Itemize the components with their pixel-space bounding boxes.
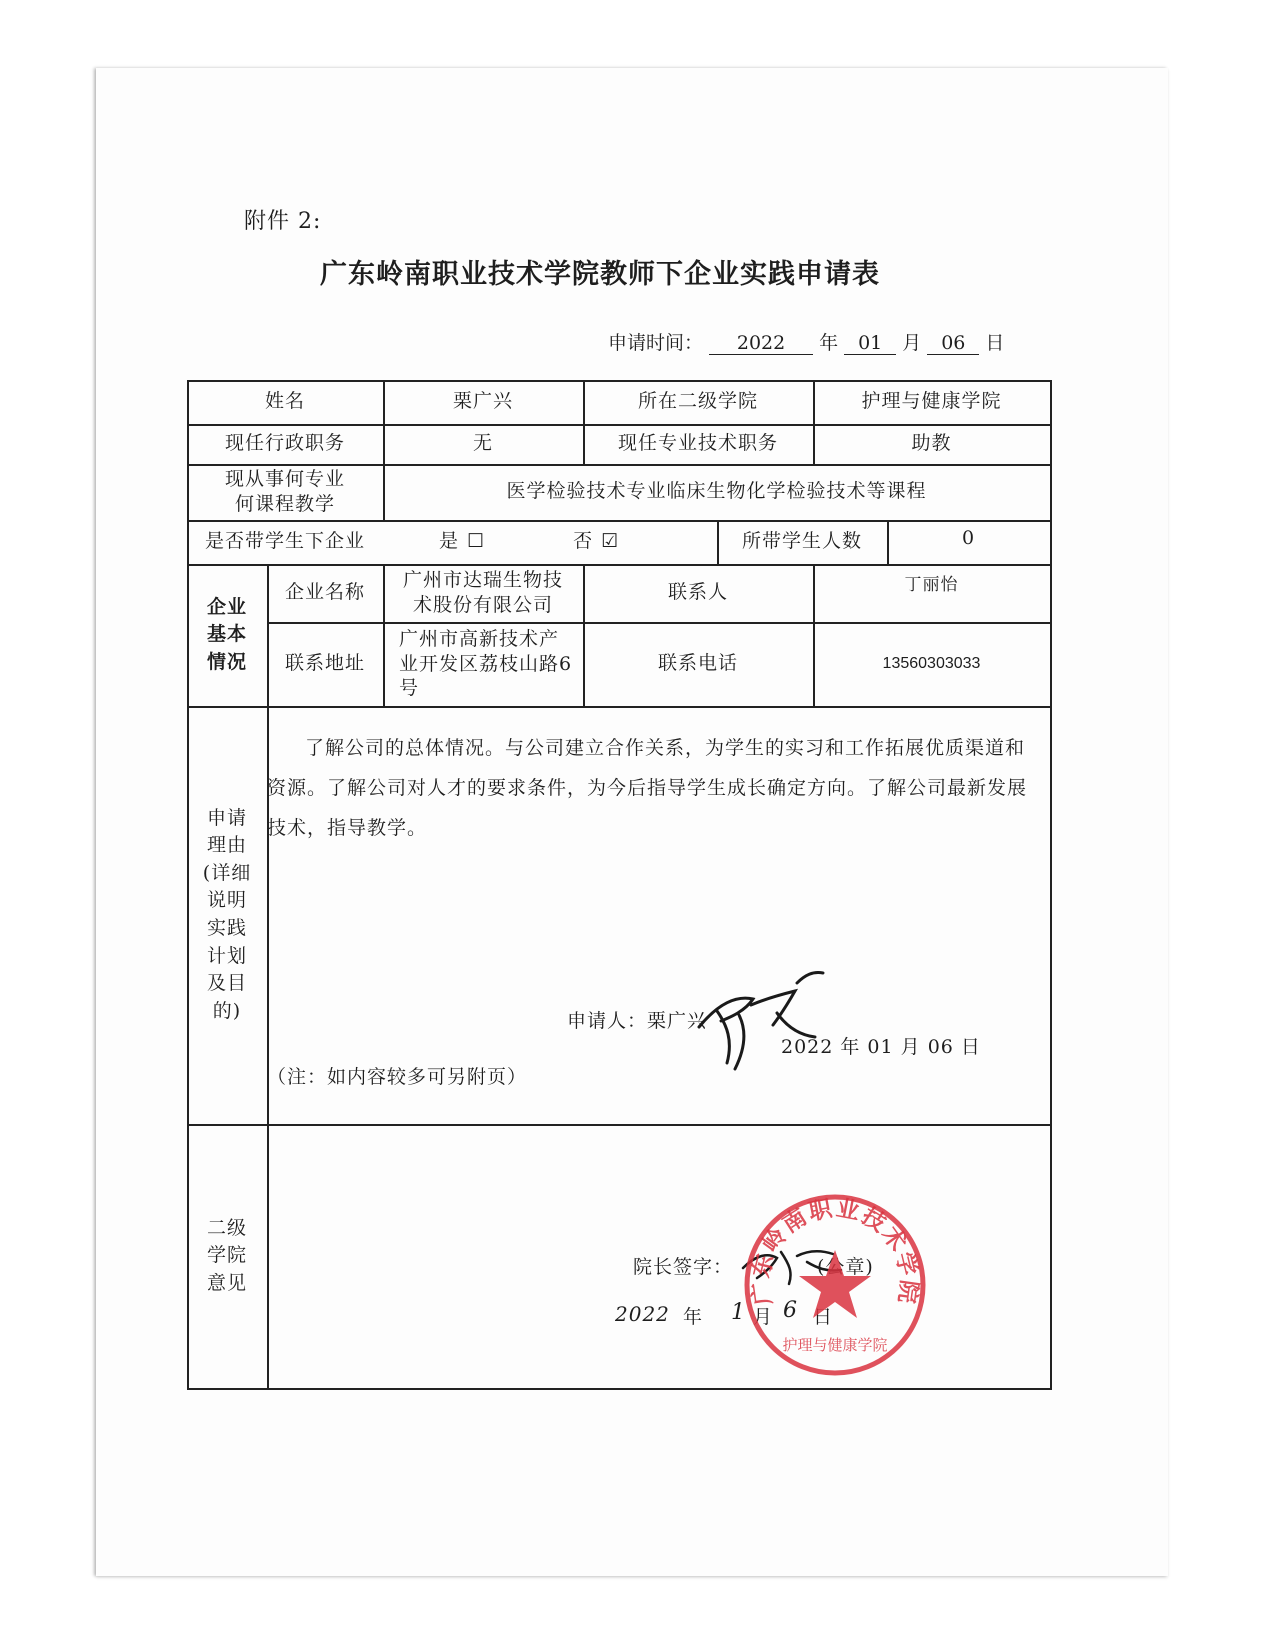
reason-label-line: 及目 <box>206 972 247 995</box>
attachment-label: 附件 2: <box>244 209 322 234</box>
address-label: 联系地址 <box>284 652 365 675</box>
enterprise-section-label-line: 情况 <box>206 650 247 673</box>
enterprise-name-value <box>383 564 583 622</box>
phone-value: 13560303033 <box>882 655 981 673</box>
opinion-label-line: 二级 <box>206 1216 247 1239</box>
name-label: 姓名 <box>264 390 305 413</box>
table-rule <box>187 706 1052 708</box>
enterprise-name-line1: 广州市达瑞生物技 <box>402 569 563 592</box>
admin-position-label: 现任行政职务 <box>224 432 345 455</box>
dean-date-year: 2022 <box>615 1302 670 1326</box>
option-yes-label: 是 <box>439 530 460 553</box>
reason-label-line: 申请 <box>206 806 247 829</box>
enterprise-section-label-line: 基本 <box>206 623 247 646</box>
address-line3: 号 <box>399 677 420 700</box>
seal-note: (公章) <box>817 1256 874 1278</box>
enterprise-name-line2: 术股份有限公司 <box>412 594 553 616</box>
phone-label: 联系电话 <box>657 652 738 675</box>
enterprise-section-label <box>187 564 267 706</box>
teaching-subject-label-line1: 现从事何专业 <box>224 468 345 491</box>
college-value: 护理与健康学院 <box>861 390 1002 413</box>
form-title: 广东岭南职业技术学院教师下企业实践申请表 <box>320 259 880 290</box>
name-value: 栗广兴 <box>452 390 513 413</box>
address-line2: 业开发区荔枝山路6 <box>399 652 573 675</box>
table-border-bottom <box>187 1388 1052 1390</box>
reason-label-line: (详细 <box>202 861 252 884</box>
apply-day: 06 <box>927 332 979 355</box>
official-seal <box>740 1190 930 1380</box>
table-border-right <box>1050 380 1052 1390</box>
bring-students-options <box>383 520 717 564</box>
technical-title-value: 助教 <box>911 432 952 455</box>
dean-date-year-unit: 年 <box>683 1306 704 1328</box>
reason-label-line: 的) <box>212 999 242 1022</box>
apply-year: 2022 <box>709 332 813 355</box>
contact-person-label: 联系人 <box>667 581 728 604</box>
enterprise-section-label-line: 企业 <box>206 595 247 618</box>
table-rule <box>187 1124 1052 1126</box>
option-no-label: 否 <box>573 530 594 553</box>
apply-date-label: 申请时间： <box>608 332 704 354</box>
opinion-label-line: 学院 <box>206 1244 247 1267</box>
dean-date-month-unit: 月 <box>753 1306 774 1328</box>
dean-signature-label: 院长签字： <box>633 1256 734 1278</box>
address-value <box>383 622 583 706</box>
admin-position-value: 无 <box>472 432 493 455</box>
college-label: 所在二级学院 <box>637 390 758 413</box>
reason-note: （注：如内容较多可另附页） <box>267 1066 528 1088</box>
dean-date-day-unit: 日 <box>813 1306 834 1328</box>
applicant-label: 申请人：栗广兴 <box>567 1010 708 1032</box>
seal-subtext: 护理与健康学院 <box>782 1336 888 1354</box>
apply-month: 01 <box>844 332 896 355</box>
reason-text: 了解公司的总体情况。与公司建立合作关系，为学生的实习和工作拓展优质渠道和资源。了解公司对人才的要求条件，为今后指导学生成长确定方向。了解公司最新发展技术，指导教学。 <box>267 737 1028 839</box>
contact-person-value: 丁丽怡 <box>904 575 959 595</box>
reason-label-line: 实践 <box>206 917 247 939</box>
dean-date-day: 6 <box>783 1298 798 1323</box>
option-yes-checkbox[interactable]: ☐ <box>467 530 486 553</box>
teaching-subject-value: 医学检验技术专业临床生物化学检验技术等课程 <box>506 480 927 503</box>
reason-label-line: 说明 <box>206 889 247 912</box>
option-no-checkbox[interactable]: ☑ <box>601 530 620 553</box>
opinion-label-line: 意见 <box>206 1271 247 1294</box>
apply-year-unit: 年 <box>819 332 839 354</box>
dean-date-month: 1 <box>731 1300 746 1325</box>
opinion-section-label <box>187 1124 267 1388</box>
student-count-label: 所带学生人数 <box>741 530 862 553</box>
applicant-date: 2022 年 01 月 06 日 <box>781 1036 981 1058</box>
address-line1: 广州市高新技术产 <box>399 627 560 650</box>
seal-text: 广东岭南职业技术学院 <box>747 1194 923 1307</box>
student-count-value: 0 <box>961 527 976 549</box>
reason-label-line: 理由 <box>206 834 247 857</box>
apply-day-unit: 日 <box>985 332 1005 354</box>
enterprise-name-label: 企业名称 <box>284 581 365 604</box>
technical-title-label: 现任专业技术职务 <box>617 432 778 455</box>
apply-month-unit: 月 <box>902 332 922 354</box>
apply-date <box>608 328 1004 355</box>
teaching-subject-label <box>187 464 383 520</box>
reason-section-label <box>187 706 267 1124</box>
bring-students-label: 是否带学生下企业 <box>204 530 365 553</box>
reason-label-line: 计划 <box>206 944 247 967</box>
teaching-subject-label-line2: 何课程教学 <box>234 493 335 515</box>
